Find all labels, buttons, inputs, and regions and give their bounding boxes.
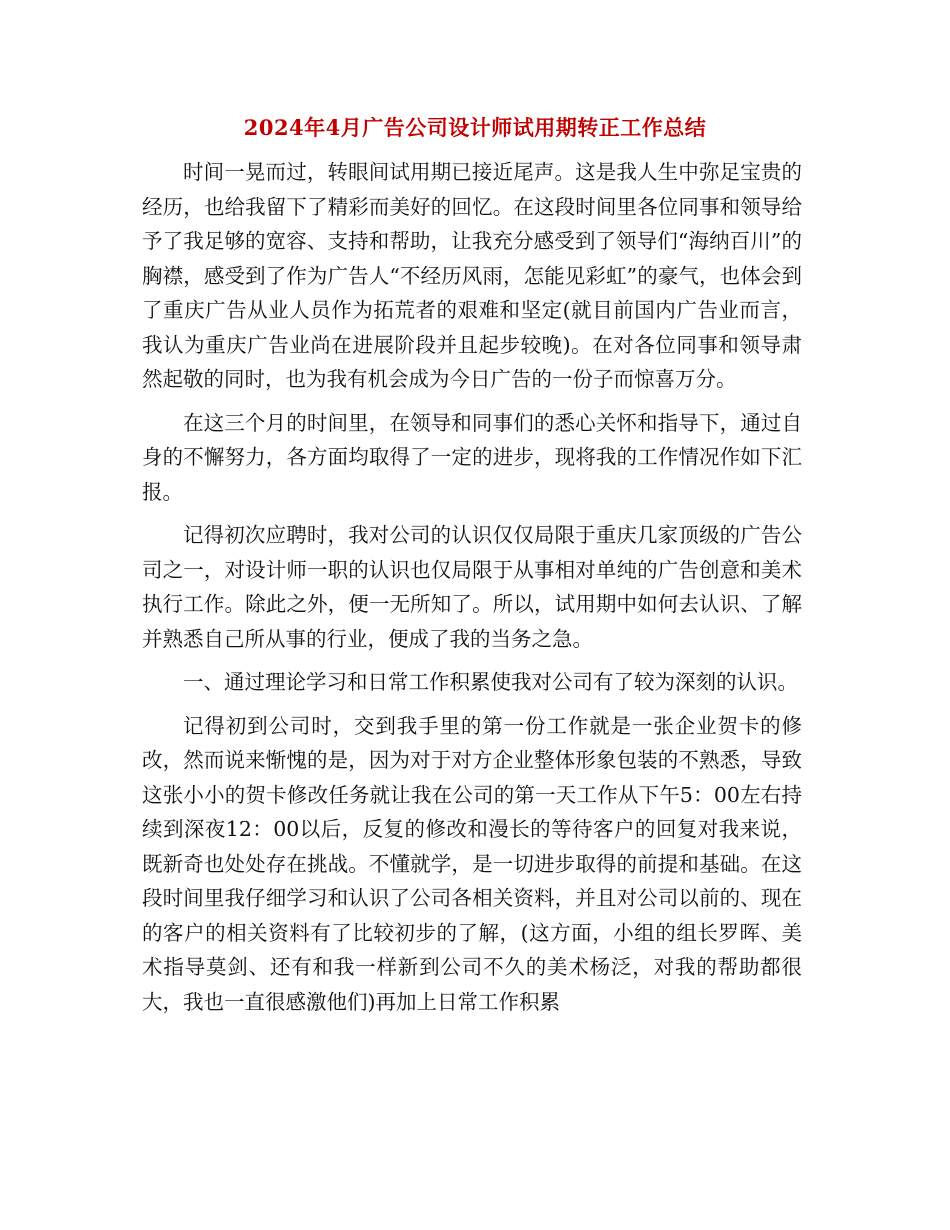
paragraph-report-intro: 在这三个月的时间里，在领导和同事们的悉心关怀和指导下，通过自身的不懈努力，各方面均取得了一定的进步，现将我的工作情况作如下汇报。: [142, 410, 802, 504]
section-heading-one: 一、通过理论学习和日常工作积累使我对公司有了较为深刻的认识。: [183, 670, 798, 694]
paragraph-first-impression: 记得初次应聘时，我对公司的认识仅仅局限于重庆几家顶级的广告公司之一，对设计师一职的认识也仅局限于从事相对单纯的广告创意和美术执行工作。除此之外，便一无所知了。所以，试用期中如何去认识、了解并熟悉自己所从事的行业，便成了我的当务之急。: [142, 523, 802, 651]
paragraph-intro: 时间一晃而过，转眼间试用期已接近尾声。这是我人生中弥足宝贵的经历，也给我留下了精彩而美好的回忆。在这段时间里各位同事和领导给予了我足够的宽容、支持和帮助，让我充分感受到了领导们“海纳百川”的胸襟，感受到了作为广告人“不经历风雨，怎能见彩虹”的豪气，也体会到了重庆广告从业人员作为拓荒者的艰难和坚定(就目前国内广告业而言，我认为重庆广告业尚在进展阶段并且起步较晚)。在对各位同事和领导肃然起敬的同时，也为我有机会成为今日广告的一份子而惊喜万分。: [142, 160, 802, 391]
document-title: 2024年4月广告公司设计师试用期转正工作总结: [243, 115, 707, 140]
paragraph-first-task: 记得初到公司时，交到我手里的第一份工作就是一张企业贺卡的修改，然而说来惭愧的是，因为对于对方企业整体形象包装的不熟悉，导致这张小小的贺卡修改任务就让我在公司的第一天工作从下午5：00左右持续到深夜12：00以后，反复的修改和漫长的等待客户的回复对我来说，既新奇也处处存在挑战。不懂就学，是一切进步取得的前提和基础。在这段时间里我仔细学习和认识了公司各相关资料，并且对公司以前的、现在的客户的相关资料有了比较初步的了解，(这方面，小组的组长罗晖、美术指导莫剑、还有和我一样新到公司不久的美术杨泛，对我的帮助都很大，我也一直很感激他们)再加上日常工作积累: [142, 713, 802, 1014]
document-body: [142, 155, 802, 1028]
